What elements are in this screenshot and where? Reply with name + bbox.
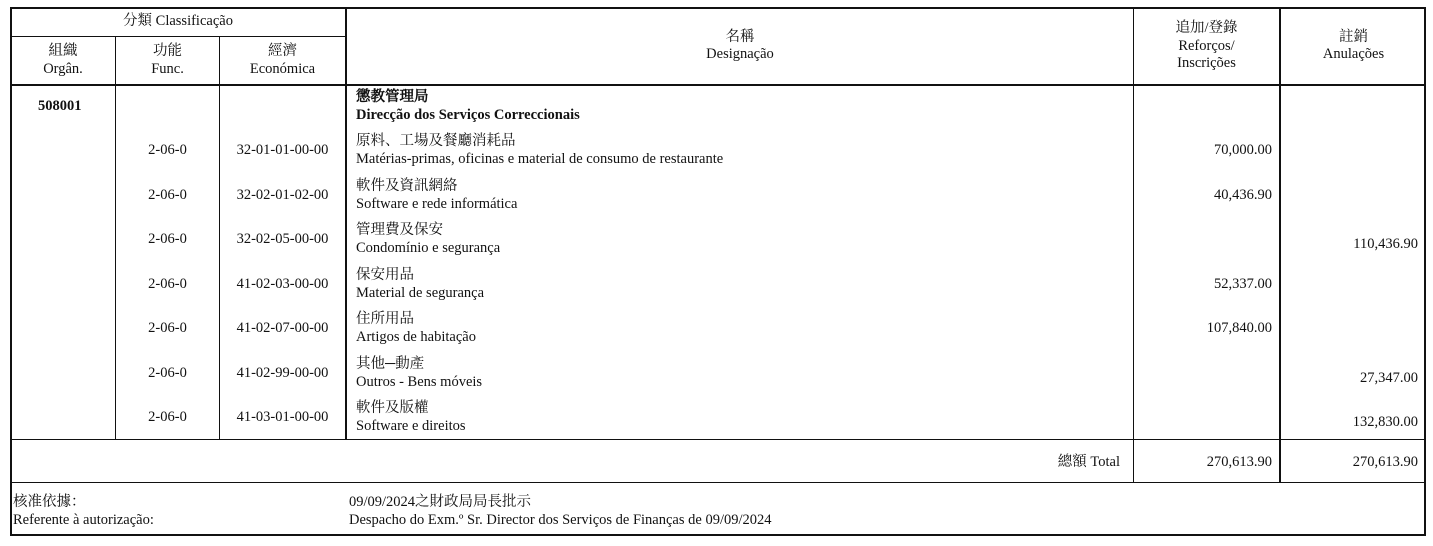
footer-value-zh: 09/09/2024之財政局局長批示 — [349, 494, 532, 510]
row-cancel-amount: 132,830.00 — [1352, 414, 1418, 430]
col-divider-econ — [345, 7, 347, 440]
row-econ-code: 41-02-03-00-00 — [236, 275, 329, 292]
row-econ-code: 41-02-99-00-00 — [236, 364, 329, 381]
row-econ-code: 32-01-01-00-00 — [236, 142, 329, 158]
row-reinforce-amount: 40,436.90 — [1214, 186, 1272, 203]
row-divider-header — [10, 84, 1426, 86]
row-func-code: 2-06-0 — [148, 142, 187, 158]
row-designation-pt: Artigos de habitação — [356, 329, 476, 345]
header-classification: 分類 Classificação — [123, 13, 233, 29]
header-func-pt: Func. — [151, 61, 184, 77]
row-reinforce-amount: 70,000.00 — [1214, 142, 1272, 158]
row-divider-body — [10, 439, 1426, 440]
row-designation-zh: 住所用品 — [356, 311, 414, 327]
header-cancel-pt: Anulações — [1322, 46, 1385, 62]
row-reinforce-amount: 52,337.00 — [1214, 275, 1272, 292]
row-designation-pt: Software e direitos — [356, 418, 466, 434]
row-divider-classification — [10, 36, 346, 37]
header-econ-zh: 經濟 — [268, 43, 297, 59]
row-func-code: 2-06-0 — [148, 275, 187, 292]
row-econ-code: 32-02-05-00-00 — [236, 231, 329, 247]
organ-name-pt: Direcção dos Serviços Correccionais — [356, 107, 580, 123]
footer-label-zh: 核准依據： — [13, 494, 86, 510]
row-econ-code: 32-02-01-02-00 — [236, 186, 329, 203]
row-designation-zh: 軟件及資訊網絡 — [356, 177, 458, 194]
row-econ-code: 41-03-01-00-00 — [236, 409, 329, 425]
row-designation-zh: 管理費及保安 — [356, 222, 443, 238]
header-designation-pt: Designação — [706, 46, 774, 62]
row-func-code: 2-06-0 — [148, 409, 187, 425]
row-designation-pt: Matérias-primas, oficinas e material de consumo de restaurante — [356, 151, 724, 167]
col-divider-designation — [1133, 7, 1134, 483]
row-designation-zh: 原料、工場及餐廳消耗品 — [356, 133, 516, 149]
header-designation-zh: 名稱 — [725, 29, 755, 45]
row-cancel-amount: 27,347.00 — [1360, 369, 1418, 386]
row-reinforce-amount: 107,840.00 — [1206, 320, 1272, 336]
header-organ-zh: 組織 — [48, 43, 78, 59]
organ-name-zh: 懲教管理局 — [356, 89, 429, 105]
header-reinforce-pt2: Inscrições — [1177, 55, 1236, 71]
row-designation-pt: Material de segurança — [356, 284, 485, 301]
row-func-code: 2-06-0 — [148, 186, 187, 203]
row-cancel-amount: 110,436.90 — [1353, 236, 1418, 252]
row-designation-zh: 其他─動產 — [356, 355, 425, 372]
header-reinforce-pt1: Reforços/ — [1178, 38, 1235, 54]
row-designation-zh: 保安用品 — [356, 266, 414, 283]
row-func-code: 2-06-0 — [148, 364, 187, 381]
header-reinforce-zh: 追加/登錄 — [1175, 20, 1238, 36]
footer-value-pt: Despacho do Exm.º Sr. Director dos Serviços de Finanças de 09/09/2024 — [349, 512, 772, 528]
row-designation-pt: Outros - Bens móveis — [356, 373, 483, 390]
header-func-zh: 功能 — [153, 43, 182, 59]
row-func-code: 2-06-0 — [148, 231, 187, 247]
row-func-code: 2-06-0 — [148, 320, 187, 336]
row-designation-pt: Software e rede informática — [356, 195, 518, 212]
row-designation-pt: Condomínio e segurança — [356, 240, 501, 256]
header-cancel-zh: 註銷 — [1339, 29, 1368, 45]
row-designation-zh: 軟件及版權 — [356, 400, 429, 416]
total-cancel: 270,613.90 — [1352, 454, 1418, 470]
header-econ-pt: Económica — [249, 61, 316, 77]
total-label: 總額 Total — [1057, 454, 1120, 470]
total-reinforce: 270,613.90 — [1206, 454, 1272, 470]
header-organ-pt: Orgân. — [43, 61, 83, 77]
row-econ-code: 41-02-07-00-00 — [236, 320, 329, 336]
organ-code: 508001 — [38, 98, 82, 114]
row-divider-total — [10, 482, 1426, 483]
footer-label-pt: Referente à autorização: — [13, 512, 154, 528]
